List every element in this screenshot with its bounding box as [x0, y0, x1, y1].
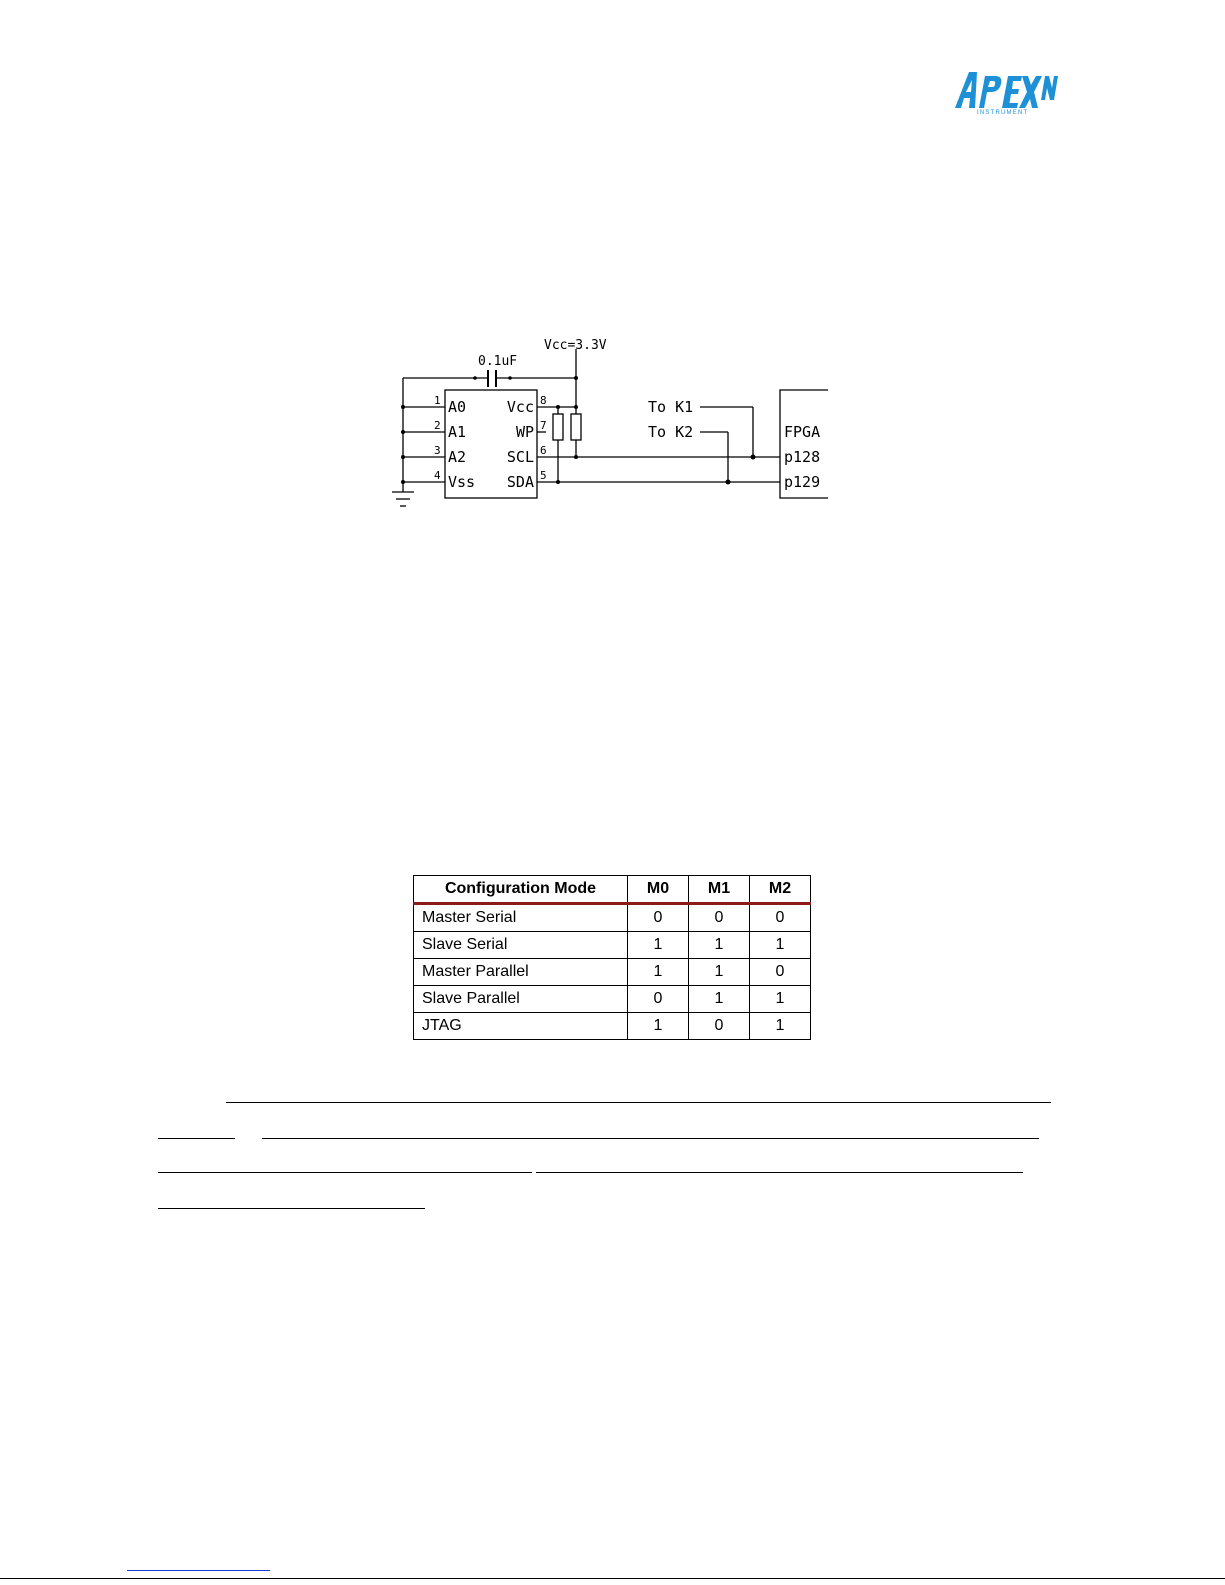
header-m0: M0: [628, 876, 689, 904]
logo-subtext: INSTRUMENT: [977, 110, 1029, 115]
table-row: [414, 986, 811, 1013]
footer-link-underline[interactable]: [127, 1570, 270, 1571]
pin-number: 8: [540, 394, 547, 407]
footer-rule: [0, 1578, 1225, 1579]
m0-cell: 1: [628, 959, 689, 986]
pin-number: 7: [540, 419, 547, 432]
header-configuration-mode: Configuration Mode: [414, 876, 628, 904]
fpga-pin-label: p128: [784, 448, 821, 466]
pin-name: SCL: [506, 448, 534, 466]
pin-name: A2: [448, 448, 467, 466]
pin-number: 3: [434, 444, 441, 457]
m1-cell: 0: [689, 904, 750, 932]
vcc-label: Vcc=3.3V: [544, 338, 607, 353]
m0-cell: 1: [628, 932, 689, 959]
m2-cell: 1: [750, 932, 811, 959]
pin-number: 2: [434, 419, 441, 432]
table-header-row: [414, 876, 811, 904]
pin-name: Vcc: [506, 398, 534, 416]
text-underline: [158, 1138, 235, 1139]
pin-name: SDA: [506, 473, 534, 491]
pin-name: WP: [515, 423, 534, 441]
to-k2-label: To K2: [648, 423, 694, 441]
pin-number: 5: [540, 469, 547, 482]
mode-cell: Slave Serial: [414, 932, 628, 959]
text-underline: [262, 1138, 1039, 1139]
m1-cell: 1: [689, 932, 750, 959]
pin-number: 4: [434, 469, 441, 482]
pin-number: 1: [434, 394, 441, 407]
m0-cell: 0: [628, 904, 689, 932]
table-row: [414, 1013, 811, 1040]
pin-name: A0: [448, 398, 467, 416]
mode-cell: JTAG: [414, 1013, 628, 1040]
mode-cell: Master Serial: [414, 904, 628, 932]
fpga-pin-label: p129: [784, 473, 821, 491]
header-m2: M2: [750, 876, 811, 904]
m0-cell: 1: [628, 1013, 689, 1040]
table-row: [414, 932, 811, 959]
capacitor-label: 0.1uF: [478, 354, 518, 369]
fpga-label: FPGA: [784, 423, 821, 441]
pullup-resistor-2: [571, 414, 581, 440]
pin-name: Vss: [448, 473, 476, 491]
header-m1: M1: [689, 876, 750, 904]
to-k1-label: To K1: [648, 398, 694, 416]
apex-instrument-logo: [955, 70, 1060, 115]
table-row: [414, 904, 811, 932]
m1-cell: 1: [689, 959, 750, 986]
m2-cell: 1: [750, 1013, 811, 1040]
pullup-resistor-1: [553, 414, 563, 440]
m2-cell: 0: [750, 904, 811, 932]
configuration-mode-table: [413, 875, 811, 1040]
text-underline: [536, 1172, 1023, 1173]
m1-cell: 1: [689, 986, 750, 1013]
text-underline: [158, 1208, 425, 1209]
pin-number: 6: [540, 444, 547, 457]
m2-cell: 0: [750, 959, 811, 986]
table-row: [414, 959, 811, 986]
m0-cell: 0: [628, 986, 689, 1013]
eeprom-fpga-schematic: [388, 335, 840, 520]
mode-cell: Slave Parallel: [414, 986, 628, 1013]
pin-name: A1: [448, 423, 467, 441]
m2-cell: 1: [750, 986, 811, 1013]
m1-cell: 0: [689, 1013, 750, 1040]
mode-cell: Master Parallel: [414, 959, 628, 986]
text-underline: [226, 1102, 1051, 1103]
text-underline: [158, 1172, 532, 1173]
